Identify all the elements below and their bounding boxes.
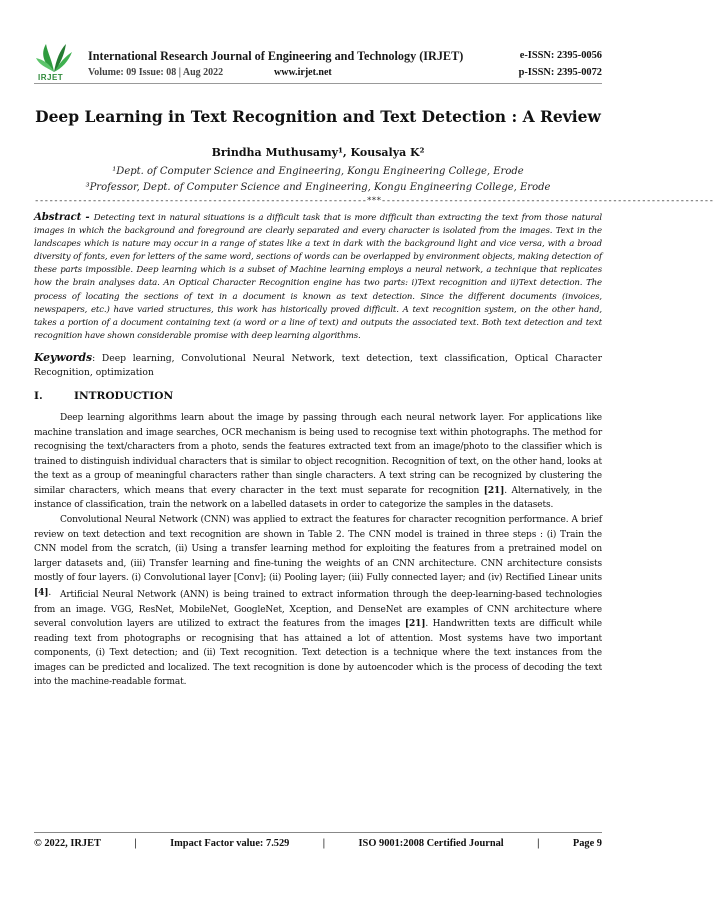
leaf-icon bbox=[34, 42, 74, 74]
footer-separator: | bbox=[537, 838, 540, 849]
page-footer bbox=[34, 838, 602, 849]
paragraph-text: Convolutional Neural Network (CNN) was applied to extract the features for character recognition performance. A brief review on text detection and text recognition are shown in Table 2. The CNN model is trained in three steps : (i) Train the CNN model from the scratch, (ii) Using a transfer learning method for exploiting the features from a pretrained model on larger datasets and, (iii) Transfer learning and fine-tuning the weights of an CNN architecture. CNN architecture consists mostly of four layers. (i) Convolutional layer [Conv]; (ii) Pooling layer; (iii) Fully connected layer; and (iv) Rectified Linear units bbox=[34, 515, 602, 583]
paragraph-text: . Alternatively, in the instance of classification, train the network on a labelled datasets in order to categorize the samples in the datasets. bbox=[34, 485, 603, 510]
section-number: I. bbox=[34, 390, 43, 402]
header-divider bbox=[34, 83, 602, 84]
paper-authors: Brindha Muthusamy¹, Kousalya K² bbox=[211, 146, 425, 159]
p-issn: p-ISSN: 2395-0072 bbox=[518, 67, 602, 78]
keywords-label: Keywords bbox=[34, 351, 93, 364]
section-title: INTRODUCTION bbox=[74, 390, 174, 402]
keywords-text: : Deep learning, Convolutional Neural Network, text detection, text classification, Optical Character Recognition, optimization bbox=[34, 353, 602, 378]
volume-issue: Volume: 09 Issue: 08 | Aug 2022 bbox=[88, 67, 224, 78]
section-separator: ---------------------------------------------------------------------***--------------------------------------------------------------------- bbox=[34, 196, 713, 206]
paragraph-text: . bbox=[48, 587, 52, 598]
intro-paragraph-1 bbox=[34, 411, 602, 513]
intro-paragraph-2 bbox=[34, 513, 602, 600]
section-heading bbox=[34, 390, 173, 402]
footer-separator: | bbox=[134, 838, 137, 849]
journal-name: International Research Journal of Engineering and Technology (IRJET) bbox=[88, 49, 464, 63]
keywords bbox=[34, 351, 602, 380]
paragraph-text: Artificial Neural Network (ANN) is being trained to extract information through the deep-learning-based technologies from an image. VGG, ResNet, MobileNet, GoogleNet, Xception, and DenseNet are examples of CNN architecture where several convolution layers are utilized to extract the features from the images bbox=[34, 590, 602, 629]
journal-website-link[interactable]: www.irjet.net bbox=[274, 67, 332, 78]
paragraph-text: . Handwritten texts are difficult while reading text from photographs or recognising that has attained a lot of attention. Most systems have two important components, (i) Text detection; and (ii) Text recognition. Text detection is a technique where the text instances from the images can be predicted and localized. The text recognition is done by autoencoder which is the process of decoding the text into the machine-readable format. bbox=[34, 619, 602, 687]
footer-iso: ISO 9001:2008 Certified Journal bbox=[358, 838, 504, 849]
abstract-label: Abstract - bbox=[34, 211, 94, 223]
affiliation-1: ¹Dept. of Computer Science and Engineering, Kongu Engineering College, Erode bbox=[112, 166, 524, 177]
footer-divider bbox=[34, 832, 602, 833]
abstract-text: Detecting text in natural situations is a difficult task that is more difficult than extracting the text from those natural images in which the background and foreground are clearly separated and every character is isolated from the images. Text in the landscapes which is nature may occur in a range of states like a text in dark with the background light and vice versa, with a broad diversity of fonts, even for letters of the same word, sections of words can be overlapped by environment objects, making detection of these parts impossible. Deep learning which is a subset of Machine learning employs a neural network, a technique that replicates how the brain analyses data. An Optical Character Recognition engine has two parts: i)Text recognition and ii)Text detection. The process of locating the sections of text in a document is known as text detection. Since the different documents (invoices, newspapers, etc.) have varied structures, this work has historically proved difficult. A text recognition system, on the other hand, takes a portion of a document containing text (a word or a line of text) and outputs the associated text. Both text detection and text recognition have shown considerable promise with deep learning algorithms. bbox=[34, 213, 602, 341]
footer-impact-factor: Impact Factor value: 7.529 bbox=[170, 838, 290, 849]
irjet-logo bbox=[34, 42, 74, 82]
e-issn: e-ISSN: 2395-0056 bbox=[519, 50, 602, 61]
citation-ref: [21] bbox=[483, 485, 505, 496]
intro-paragraph-3 bbox=[34, 588, 602, 690]
logo-text: IRJET bbox=[38, 73, 64, 82]
citation-ref: [21] bbox=[404, 619, 426, 629]
abstract bbox=[34, 211, 602, 343]
affiliation-2: ³Professor, Dept. of Computer Science and Engineering, Kongu Engineering College, Erode bbox=[85, 182, 551, 193]
citation-ref: [4] bbox=[34, 587, 49, 598]
paper-title: Deep Learning in Text Recognition and Text Detection : A Review bbox=[35, 107, 601, 126]
paragraph-text: Deep learning algorithms learn about the image by passing through each neural network layer. For applications like machine translation and image searches, OCR mechanism is being used to recognise text within photographs. The method for recognising the text/characters from a photo, sends the features extracted text from an image/photo to the classifier which is trained to distinguish individual characters that is similar to object recognition. Recognition of text, on the other hand, looks at the text as a group of meaningful characters rather than single characters. A text string can be recognized by clustering the similar characters, which means that every character in the text must separate for recognition bbox=[34, 413, 602, 496]
footer-copyright: © 2022, IRJET bbox=[34, 838, 101, 849]
footer-page-number: Page 9 bbox=[572, 838, 602, 849]
footer-separator: | bbox=[322, 838, 326, 849]
